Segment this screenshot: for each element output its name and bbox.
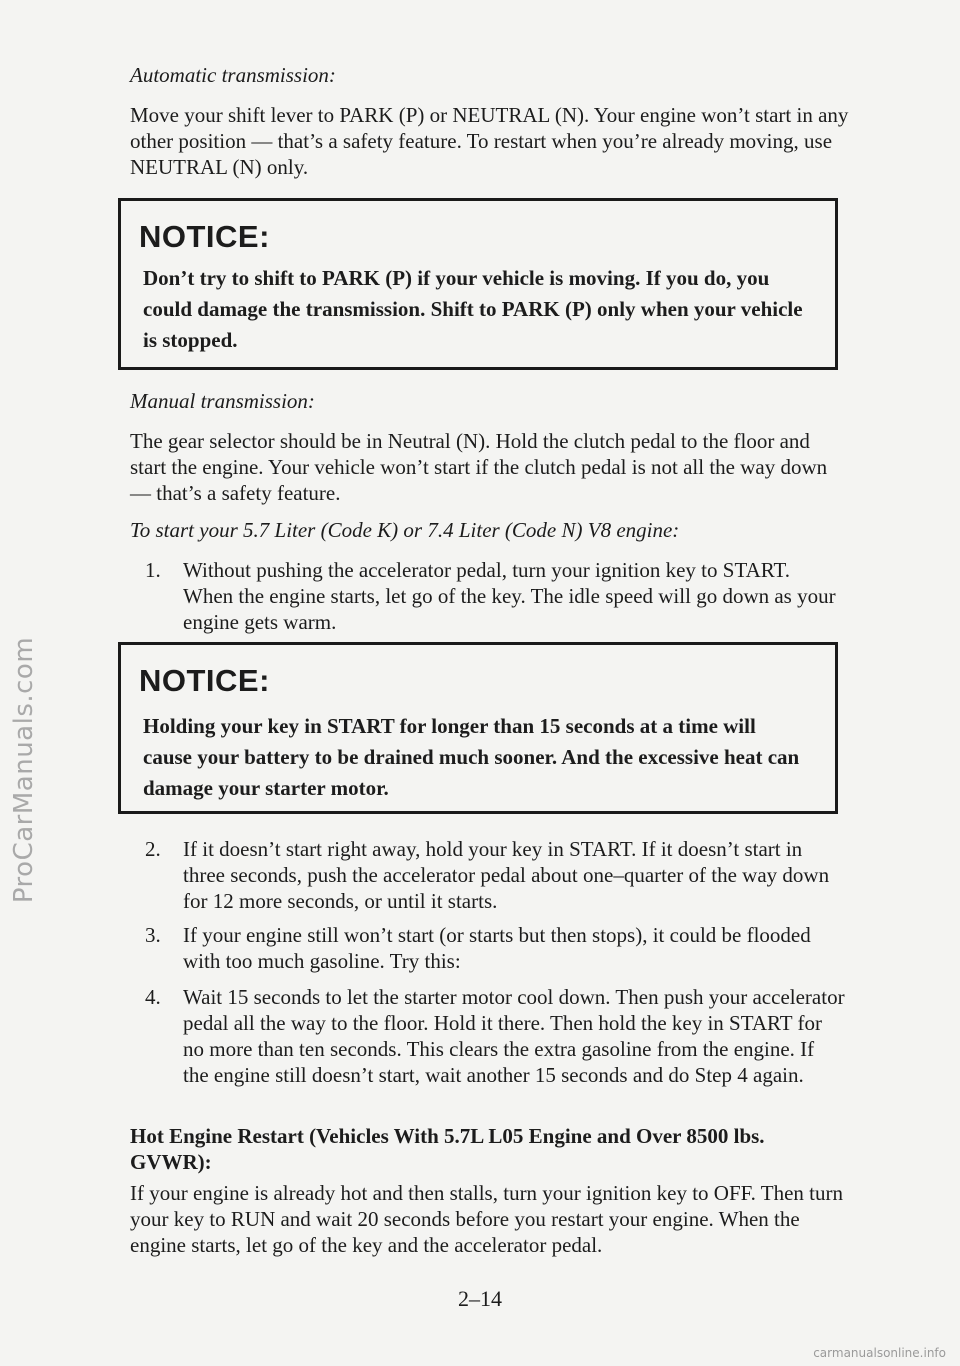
list-item xyxy=(145,836,845,914)
step-number: 4. xyxy=(145,985,161,1009)
side-watermark xyxy=(6,560,42,980)
step-text: Wait 15 seconds to let the starter motor cool down. Then push your accelerator pedal all the way to the floor. Hold it there. Then hold the key in START for no more than ten seconds. This clears the extra gasoline from the engine. If the engine still doesn’t start, wait another 15 seconds and do Step 4 again. xyxy=(183,985,845,1087)
notice-title: NOTICE: xyxy=(139,663,270,698)
automatic-transmission-heading: Automatic transmission: xyxy=(130,63,336,87)
list-item xyxy=(145,922,845,974)
manual-transmission-text: The gear selector should be in Neutral (N). Hold the clutch pedal to the floor and start the engine. Your vehicle won’t start if the clutch pedal is not all the way down — that’s a safety feature. xyxy=(130,429,828,505)
notice-title: NOTICE: xyxy=(139,219,270,254)
list-item xyxy=(145,557,845,635)
step-number: 1. xyxy=(145,558,161,582)
v8-engine-heading: To start your 5.7 Liter (Code K) or 7.4 Liter (Code N) V8 engine: xyxy=(130,518,680,542)
manual-transmission-heading: Manual transmission: xyxy=(130,389,315,413)
list-item xyxy=(145,984,845,1088)
step-text: If your engine still won’t start (or starts but then stops), it could be flooded with too much gasoline. Try this: xyxy=(183,923,811,973)
step-number: 3. xyxy=(145,923,161,947)
step-number: 2. xyxy=(145,837,161,861)
hot-engine-restart-text: If your engine is already hot and then stalls, turn your ignition key to OFF. Then turn your key to RUN and wait 20 seconds before you restart your engine. When the engine starts, let go of the key and the accelerator pedal. xyxy=(130,1181,843,1257)
notice-text: Don’t try to shift to PARK (P) if your vehicle is moving. If you do, you could damage the transmission. Shift to PARK (P) only when your vehicle is stopped. xyxy=(143,266,803,352)
step-text: Without pushing the accelerator pedal, turn your ignition key to START. When the engine starts, let go of the key. The idle speed will go down as your engine gets warm. xyxy=(183,558,836,634)
notice-box-shift-park xyxy=(118,198,838,370)
hot-engine-restart-heading: Hot Engine Restart (Vehicles With 5.7L L05 Engine and Over 8500 lbs. GVWR): xyxy=(130,1124,765,1174)
automatic-transmission-text: Move your shift lever to PARK (P) or NEUTRAL (N). Your engine won’t start in any other position — that’s a safety feature. To restart when you’re already moving, use NEUTRAL (N) only. xyxy=(130,103,849,179)
notice-box-starter xyxy=(118,642,838,814)
notice-text: Holding your key in START for longer than 15 seconds at a time will cause your battery to be drained much sooner. And the excessive heat can damage your starter motor. xyxy=(143,714,800,800)
page-number: 2–14 xyxy=(458,1286,502,1311)
footer-watermark: carmanualsonline.info xyxy=(813,1346,946,1360)
side-watermark-text: ProCarManuals.com xyxy=(9,636,39,904)
step-text: If it doesn’t start right away, hold your key in START. If it doesn’t start in three seconds, push the accelerator pedal about one–quarter of the way down for 12 more seconds, or until it starts. xyxy=(183,837,830,913)
